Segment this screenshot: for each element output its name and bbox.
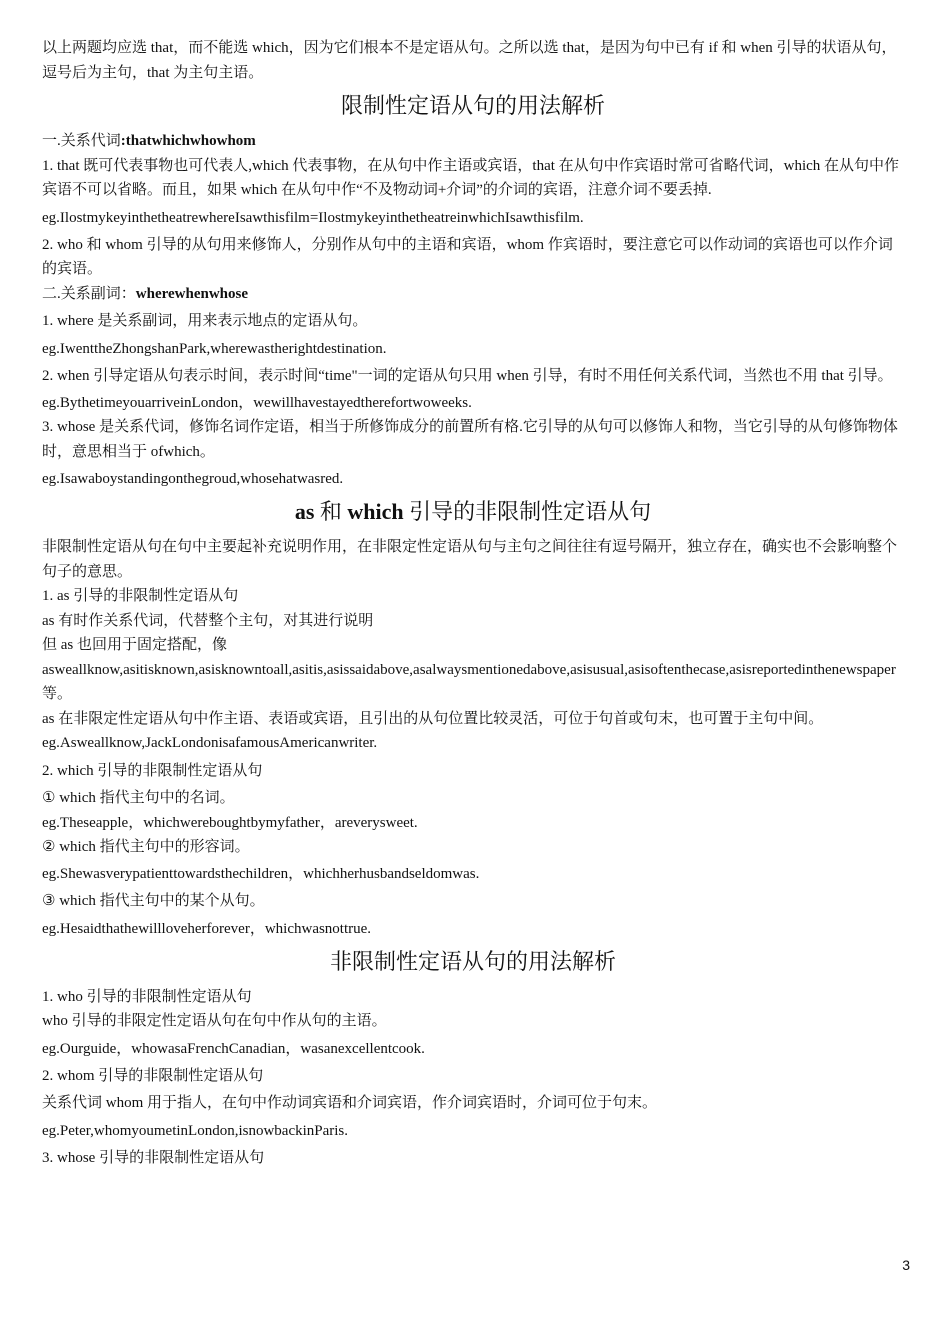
paragraph-where: 1. where 是关系副词，用来表示地点的定语从句。 — [42, 313, 368, 329]
section-title-restrictive: 限制性定语从句的用法解析 — [340, 93, 605, 118]
paragraph-who-heading: 1. who 引导的非限制性定语从句 — [42, 988, 252, 1005]
example-sentence: eg.Ourguide，whowasaFrenchCanadian，wasanexcellentcook. — [42, 1040, 425, 1057]
subheading-relative-adverbs — [42, 282, 904, 307]
document-page — [42, 36, 904, 1170]
paragraph-as-fixed: 但 as 也回用于固定搭配，像 — [42, 637, 227, 653]
subheading-prefix: 一.关系代词 — [42, 133, 121, 149]
paragraph-as-phrases: asweallknow,asitisknown,asisknowntoall,asitis,asissaidabove,asalwaysmentionedabove,asisusual,asisoftenthecase,asisreportedinthenewspaper 等。 — [42, 661, 896, 702]
paragraph-as-position: as 在非限定性定语从句中作主语、表语或宾语，且引出的从句位置比较灵活，可位于句首或句末，也可置于主句中间。eg.Asweallknow,JackLondonisafamousAmericanwriter. — [42, 710, 824, 751]
example-sentence: eg.IwenttheZhongshanPark,wherewastherightdestination. — [42, 340, 387, 357]
subheading-relative-pronouns — [42, 129, 904, 154]
section-title-nonrestrictive: 非限制性定语从句的用法解析 — [329, 948, 616, 974]
paragraph-whom-heading: 2. whom 引导的非限制性定语从句 — [42, 1067, 264, 1084]
example-sentence: eg.Hesaidthathewillloveherforever，whichwasnottrue. — [42, 920, 372, 937]
paragraph-who-subject: who 引导的非限定性定语从句在句中作从句的主语。 — [42, 1013, 387, 1029]
title-text: 引导的非限制性定语从句 — [403, 499, 652, 524]
list-item-noun: ① which 指代主句中的名词。 — [42, 790, 235, 806]
paragraph-whose-heading: 3. whose 引导的非限制性定语从句 — [42, 1149, 265, 1166]
section-title-as-which — [42, 497, 904, 527]
subheading-prefix: 二.关系副词： — [42, 285, 136, 302]
subheading-bold: :thatwhichwhowhom — [120, 133, 256, 149]
paragraph-nonrestrictive-intro: 非限制性定语从句在句中主要起补充说明作用，在非限定性定语从句与主句之间往往有逗号隔开，独立存在，确实也不会影响整个句子的意思。 — [42, 539, 898, 580]
list-item-adjective: ② which 指代主句中的形容词。 — [42, 838, 250, 855]
title-bold-which: which — [347, 499, 404, 524]
example-sentence: eg.BythetimeyouarriveinLondon，wewillhavestayedtherefortwoweeks. — [42, 395, 472, 411]
paragraph-who-whom: 2. who 和 whom 引导的从句用来修饰人，分别作从句中的主语和宾语，whom 作宾语时，要注意它可以作动词的宾语也可以作介词的宾语。 — [42, 236, 893, 277]
paragraph-which-heading: 2. which 引导的非限制性定语从句 — [42, 762, 263, 779]
paragraph-whose: 3. whose 是关系代词，修饰名词作定语，相当于所修饰成分的前置所有格.它引导的从句可以修饰人和物，当它引导的从句修饰物体时，意思相当于 ofwhich。 — [42, 419, 898, 460]
example-sentence: eg.Shewasverypatienttowardsthechildren，whichherhusbandseldomwas. — [42, 866, 480, 882]
intro-paragraph: 以上两题均应选 that，而不能选 which，因为它们根本不是定语从句。之所以选 that，是因为句中已有 if 和 when 引导的状语从句，逗号后为主句，that 为主句主语。 — [42, 40, 897, 81]
paragraph-as-pronoun: as 有时作关系代词，代替整个主句，对其进行说明 — [42, 612, 374, 629]
list-item-clause: ③ which 指代主句中的某个从句。 — [42, 893, 265, 909]
paragraph-when: 2. when 引导定语从句表示时间，表示时间“time"一词的定语从句只用 when 引导，有时不用任何关系代词，当然也不用 that 引导。 — [42, 367, 893, 384]
example-sentence: eg.Isawaboystandingonthegroud,whosehatwasred. — [42, 471, 344, 487]
paragraph-that-which: 1. that 既可代表事物也可代表人,which 代表事物，在从句中作主语或宾语，that 在从句中作宾语时常可省略代词，which 在从句中作宾语不可以省略。而且，如果 which 在从句中作“不及物动词+介词”的介词的宾语，注意介词不要丢掉. — [42, 157, 900, 198]
example-sentence: eg.Theseapple，whichwereboughtbymyfather，areverysweet. — [42, 814, 418, 831]
subheading-bold: wherewhenwhose — [135, 285, 248, 302]
example-sentence: eg.Peter,whomyoumetinLondon,isnowbackinParis. — [42, 1122, 349, 1139]
page-number: 3 — [902, 1257, 910, 1273]
title-bold-as: as — [294, 499, 315, 524]
paragraph-whom-usage: 关系代词 whom 用于指人，在句中作动词宾语和介词宾语，作介词宾语时，介词可位于句末。 — [42, 1095, 658, 1111]
paragraph-as-heading: 1. as 引导的非限制性定语从句 — [42, 588, 239, 604]
example-sentence: eg.IlostmykeyinthetheatrewhereIsawthisfilm=IlostmykeyinthetheatreinwhichIsawthisfilm. — [42, 209, 584, 226]
title-text: 和 — [314, 499, 348, 524]
